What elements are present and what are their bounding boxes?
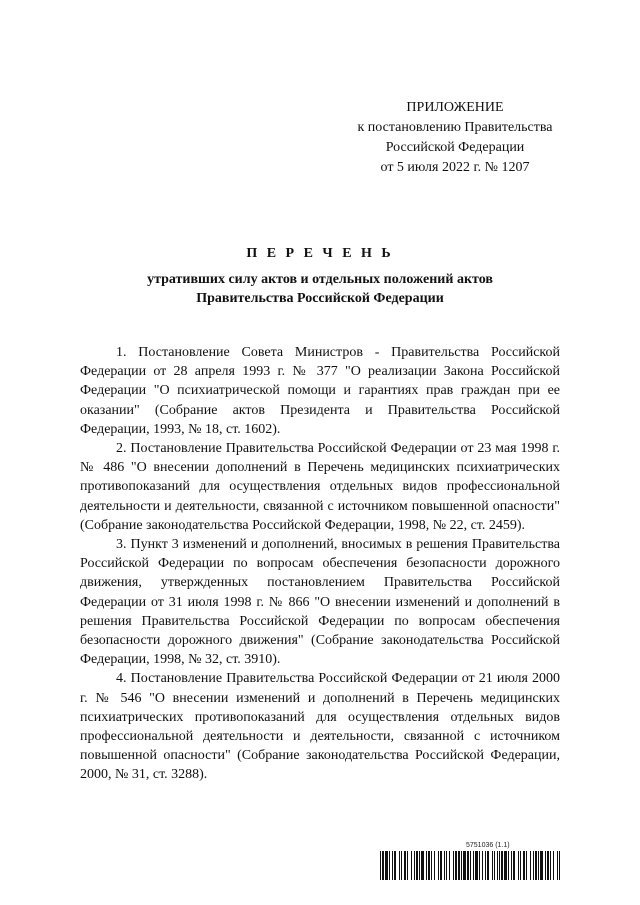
barcode-icon (380, 851, 560, 880)
list-item: 3. Пункт 3 изменений и дополнений, вносимых в решения Правительства Российской Федерации по вопросам обеспечения безопасности дорожного движения, утвержденных постановлением Правительства Российской Федерации от 31 июля 1998 г. № 866 "О внесении изменений и дополнений в решения Правительства Российской Федерации по вопросам обеспечения безопасности дорожного движения" (Собрание законодательства Российской Федерации, 1998, № 32, ст. 3910). (80, 537, 560, 668)
list-item: 4. Постановление Правительства Российской Федерации от 21 июля 2000 г. № 546 "О внесении изменений и дополнений в Перечень медицинских психиатрических противопоказаний для осуществления отдельных видов профессиональной деятельности и деятельности, связанной с источником повышенной опасности" (Собрание законодательства Российской Федерации, 2000, № 31, ст. 3288). (80, 671, 560, 783)
document-title: П Е Р Е Ч Е Н Ь (246, 246, 394, 261)
list-item: 1. Постановление Совета Министров - Правительства Российской Федерации от 28 апреля 1993 г. № 377 "О реализации Закона Российской Федерации "О психиатрической помощи и гарантиях прав граждан при ее оказании" (Собрание актов Президента и Правительства Российской Федерации, 1993, № 18, ст. 1602). (80, 345, 560, 437)
list-item: 2. Постановление Правительства Российской Федерации от 23 мая 1998 г. № 486 "О внесении дополнений в Перечень медицинских психиатрических противопоказаний для осуществления отдельных видов профессиональной деятельности и деятельности, связанной с источником повышенной опасности" (Собрание законодательства Российской Федерации, 1998, № 22, ст. 2459). (80, 441, 560, 533)
appendix-label: ПРИЛОЖЕНИЕ (406, 100, 504, 115)
subtitle-line-1: утративших силу актов и отдельных положений актов (147, 272, 493, 287)
appendix-federation-line: Российской Федерации (385, 140, 525, 155)
list-of-acts (80, 343, 560, 785)
document-code: 5751036 (1.1) (466, 842, 510, 849)
appendix-header (330, 98, 580, 178)
subtitle-line-2: Правительства Российской Федерации (196, 291, 444, 306)
appendix-date-number-line: от 5 июля 2022 г. № 1207 (380, 160, 530, 175)
appendix-resolution-line: к постановлению Правительства (357, 120, 553, 135)
document-subtitle (60, 270, 580, 308)
document-footer (380, 842, 560, 882)
